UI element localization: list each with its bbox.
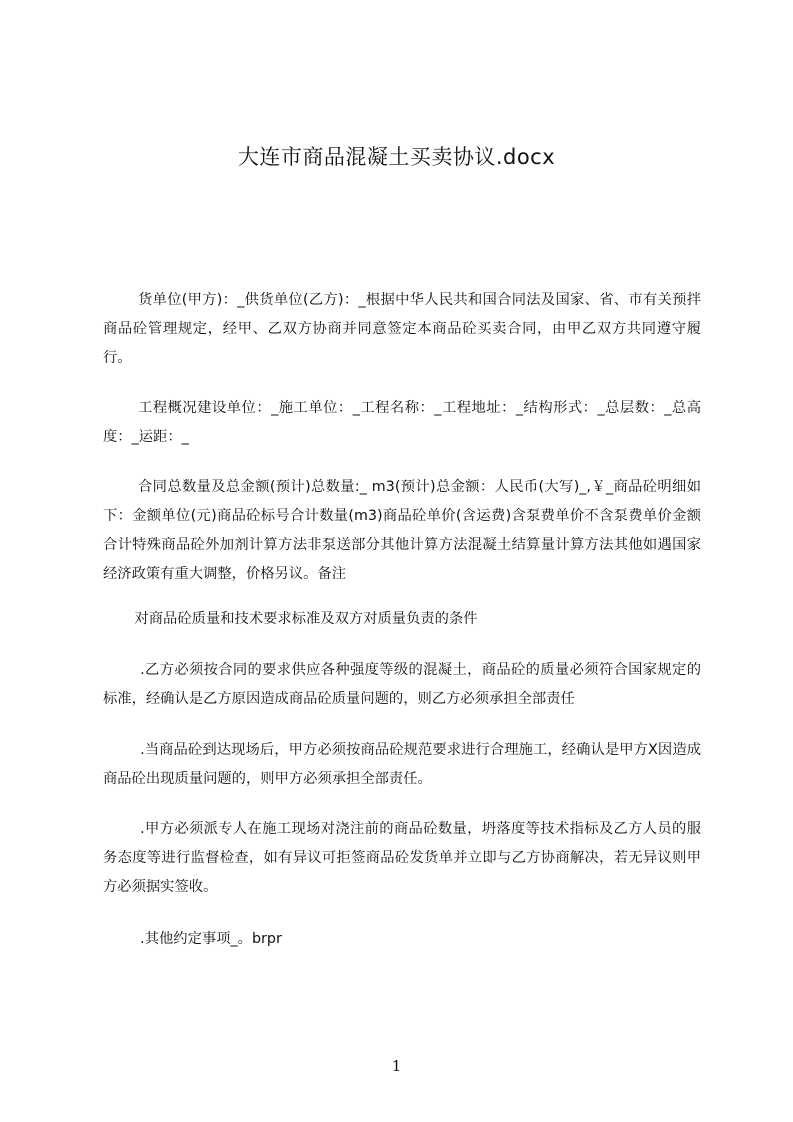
paragraph-clause-buyer: .当商品砼到达现场后，甲方必须按商品砼规范要求进行合理施工，经确认是甲方X因造成商品砼出现质量问题的，则甲方必须承担全部责任。 [103,742,701,787]
paragraph-contract-amount: 合同总数量及总金额(预计)总数量:_ m3(预计)总金额：人民币(大写)_,￥_商品砼明细如下：金额单位(元)商品砼标号合计数量(m3)商品砼单价(含运费)含泵费单价不含泵费单价金额合计特殊商品砼外加剂计算方法非泵送部分其他计算方法混凝土结算量计算方法其他如遇国家经济政策有重大调整，价格另议。备注 [103,479,701,582]
paragraph-project-overview: 工程概况建设单位：_施工单位：_工程名称：_工程地址：_结构形式：_总层数：_总高度：_运距：_ [103,400,701,445]
paragraph-clause-supplier: .乙方必须按合同的要求供应各种强度等级的混凝土，商品砼的质量必须符合国家规定的标准，经确认是乙方原因造成商品砼质量问题的，则乙方必须承担全部责任 [103,662,701,707]
paragraph-other-terms: .其他约定事项_。brpr [140,931,282,947]
paragraph-quality-heading: 对商品砼质量和技术要求标准及双方对质量负责的条件 [134,611,478,627]
paragraph-clause-inspection: .甲方必须派专人在施工现场对浇注前的商品砼数量，坍落度等技术指标及乙方人员的服务态度等进行监督检查，如有异议可拒签商品砼发货单并立即与乙方协商解决，若无异议则甲方必须据实签收。 [103,821,701,895]
document-title: 大连市商品混凝土买卖协议.docx [237,145,556,169]
paragraph-parties: 货单位(甲方)：_供货单位(乙方)：_根据中华人民共和国合同法及国家、省、市有关预拌商品砼管理规定，经甲、乙双方协商并同意签定本商品砼买卖合同，由甲乙双方共同遵守履行。 [103,292,701,366]
page-number: 1 [391,1057,402,1075]
